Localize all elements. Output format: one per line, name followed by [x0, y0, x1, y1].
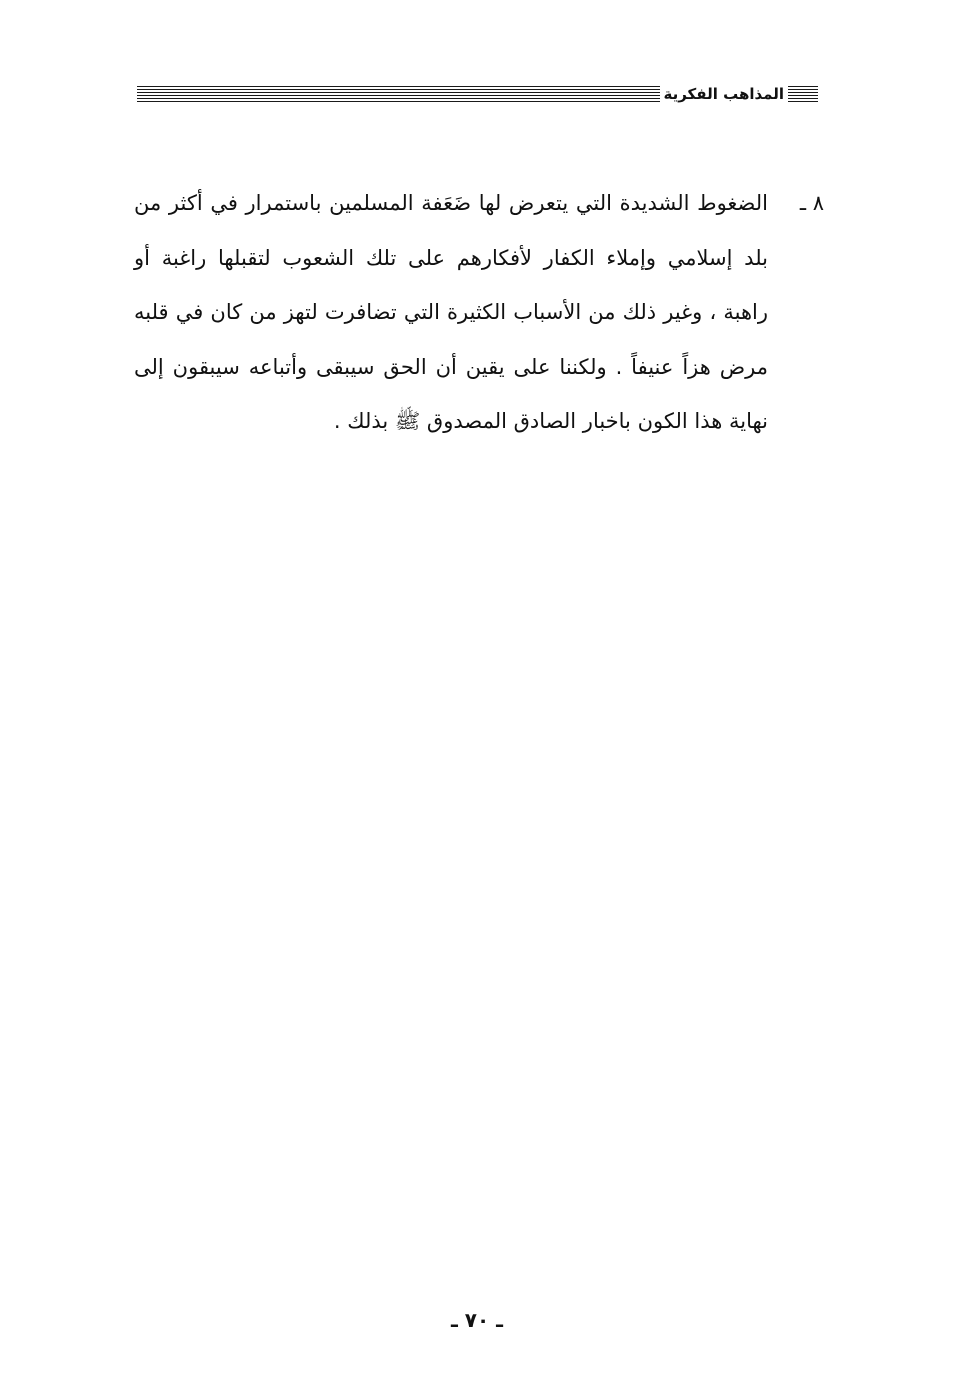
- list-item: [134, 176, 824, 449]
- header-rule-right: [788, 86, 818, 103]
- header-title: المذاهب الفكرية: [663, 85, 784, 103]
- page-body: [134, 176, 824, 449]
- item-paragraph: الضغوط الشديدة التي يتعرض لها ضَعَفة المسلمين باستمرار في أكثر من بلد إسلامي وإملاء الكفار لأفكارهم على تلك الشعوب لتقبلها راغبة أو راهبة ، وغير ذلك من الأسباب الكثيرة التي تضافرت لتهز من كان في قلبه مرض هزاً عنيفاً . ولكننا على يقين أن الحق سيبقى وأتباعه سيبقون إلى نهاية هذا الكون باخبار الصادق المصدوق ﷺ بذلك .: [134, 191, 768, 433]
- running-header: [137, 83, 818, 105]
- item-number: ٨ ـ: [799, 191, 824, 215]
- header-rule-left: [137, 86, 660, 103]
- page-number: ـ ٧٠ ـ: [450, 1308, 504, 1332]
